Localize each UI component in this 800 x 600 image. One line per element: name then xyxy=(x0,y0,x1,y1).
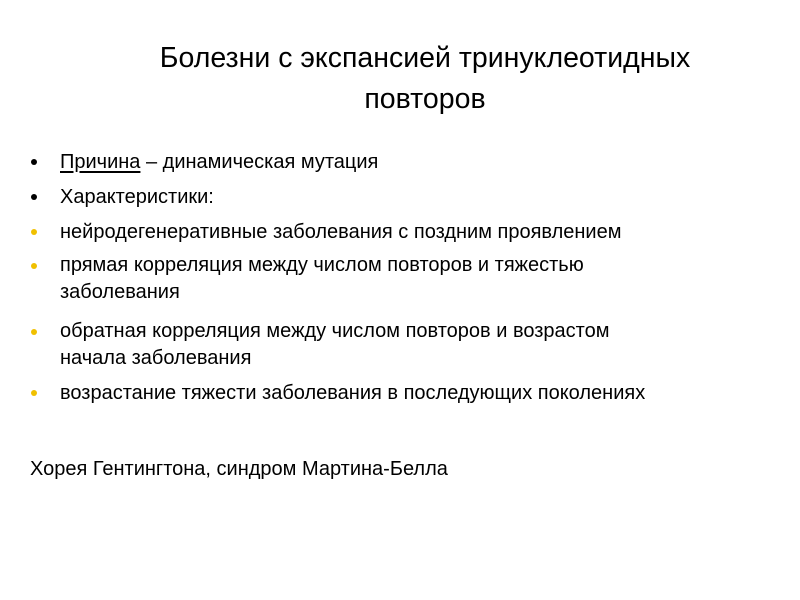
cause-text: – динамическая мутация xyxy=(140,151,379,173)
neurodegenerative-text: нейродегенеративные заболевания с поздним проявлением xyxy=(60,221,622,243)
bullet-dot-icon xyxy=(31,159,37,165)
bullet-dot-icon xyxy=(31,263,37,269)
title-line-1: Болезни с экспансией тринуклеотидных xyxy=(159,42,691,74)
bullet-list xyxy=(30,148,790,407)
list-item-severity-increase xyxy=(30,379,790,407)
slide-title xyxy=(95,38,755,120)
footer-diseases: Хорея Гентингтона, синдром Мартина-Белла xyxy=(30,458,448,480)
inverse-correlation-line-2: начала заболевания xyxy=(60,347,252,369)
bullet-dot-icon xyxy=(31,390,37,396)
title-line-2: повторов xyxy=(364,83,486,115)
direct-correlation-line-1: прямая корреляция между числом повторов и тяжестью xyxy=(60,254,584,276)
bullet-dot-icon xyxy=(31,229,37,235)
list-item-cause xyxy=(30,148,790,176)
list-item-characteristics xyxy=(30,183,790,211)
cause-label: Причина xyxy=(60,151,141,173)
list-item-direct-correlation xyxy=(30,252,790,306)
list-item-neurodegenerative xyxy=(30,218,790,246)
inverse-correlation-line-1: обратная корреляция между числом повторов и возрастом xyxy=(60,320,610,342)
severity-increase-text: возрастание тяжести заболевания в последующих поколениях xyxy=(60,382,646,404)
direct-correlation-line-2: заболевания xyxy=(60,281,180,303)
characteristics-text: Характеристики: xyxy=(60,186,214,208)
bullet-dot-icon xyxy=(31,194,37,200)
list-item-inverse-correlation xyxy=(30,318,790,372)
bullet-dot-icon xyxy=(31,329,37,335)
